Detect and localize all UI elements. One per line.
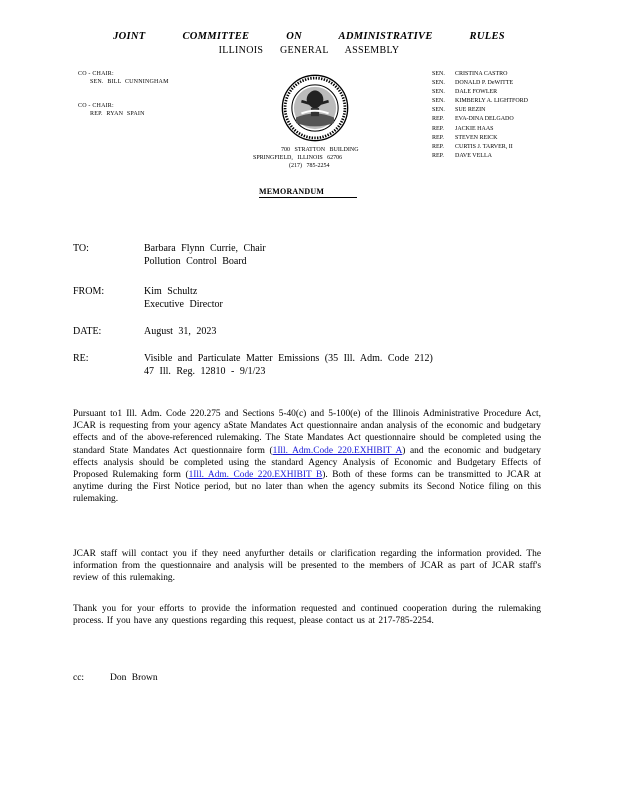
memo-underline [259,197,357,198]
cochair-label: CO - CHAIR: [78,103,114,109]
re-field [73,352,433,378]
date-field [73,325,216,338]
list-item: SEN. SUE REZIN [432,107,486,114]
cc-label: cc: [73,673,85,683]
assembly-subtitle: ILLINOIS GENERAL ASSEMBLY [218,45,400,56]
address-line: SPRINGFIELD, ILLINOIS 62706 [253,155,343,161]
paragraph-thanks: Thank you for your efforts to provide the information requested and continued cooperation during the rulemaking process. If you have any questions regarding this request, please contact us at 217-785-2254. [73,604,541,627]
from-field [73,285,223,311]
cc-name: Don Brown [110,673,158,683]
cochair-block-2 [78,102,145,118]
memo-heading: MEMORANDUM [259,187,325,196]
address-line: 700 STRATTON BUILDING [281,147,359,153]
list-item: REP. STEVEN REICK [432,134,498,141]
cochair-block-1 [78,70,169,86]
list-item: SEN. CRISTINA CASTRO [432,71,508,77]
to-field [73,242,266,268]
cochair-name: SEN. BILL CUNNINGHAM [90,79,169,85]
from-line: Executive Director [144,299,223,310]
date-value: August 31, 2023 [144,326,217,337]
from-line: Kim Schultz [144,286,198,297]
state-seal-icon [281,74,349,142]
paragraph-staff-contact: JCAR staff will contact you if they need anyfurther details or clarification regarding the information provided. The information from the questionnaire and analysis will be presented to the members of JCAR as part of JCAR staff's review of this rulemaking. [73,549,541,584]
to-line: Barbara Flynn Currie, Chair [144,243,266,254]
re-label: RE: [73,353,89,364]
re-line: Visible and Particulate Matter Emissions (35 Ill. Adm. Code 212) [144,353,433,364]
list-item: REP. DAVE VELLA [432,152,492,159]
exhibit-b-link[interactable]: 1Ill. Adm. Code 220.EXHIBIT B [188,470,323,481]
exhibit-a-link[interactable]: 1Ill. Adm.Code 220.EXHIBIT A [272,445,403,456]
cochair-label: CO - CHAIR: [78,71,114,77]
re-line: 47 Ill. Reg. 12810 - 9/1/23 [144,366,266,377]
list-item: REP. EVA-DINA DELGADO [432,116,514,123]
cochair-name: REP. RYAN SPAIN [90,111,145,117]
paragraph-request: Pursuant to1 Ill. Adm. Code 220.275 and Sections 5-40(c) and 5-100(e) of the Illinois Administrative Procedure Act, JCAR is requesting from your agency aState Mandates Act questionnaire andan analysis of the economic and budgetary effects and of the above-referenced rulemaking. The State Mandates Act questionnaire should be completed using the standard State Mandates Act questionnaire form (1Ill. Adm.Code 220.EXHIBIT A) and the economic and budgetary effects analysis should be completed using the standard Agency Analysis of Economic and Budgetary Effects of Proposed Rulemaking form (1Ill. Adm. Code 220.EXHIBIT B). Both of these forms can be transmitted to JCAR at anytime during the First Notice period, but no later than when the agency submits its Second Notice filing on this rulemaking. [73,409,541,505]
list-item: REP. CURTIS J. TARVER, II [432,143,513,150]
address-line: (217) 785-2254 [289,163,330,169]
cc-field [73,672,158,685]
list-item: SEN. KIMBERLY A. LIGHTFORD [432,98,529,105]
date-label: DATE: [73,326,102,337]
office-address [253,146,359,170]
to-label: TO: [73,243,89,254]
from-label: FROM: [73,286,105,297]
member-list [432,70,528,161]
committee-title: JOINT COMMITTEE ON ADMINISTRATIVE RULES [113,31,505,42]
to-line: Pollution Control Board [144,256,247,267]
list-item: REP. JACKIE HAAS [432,125,494,132]
list-item: SEN. DALE FOWLER [432,89,498,96]
list-item: SEN. DONALD P. DeWITTE [432,80,514,87]
